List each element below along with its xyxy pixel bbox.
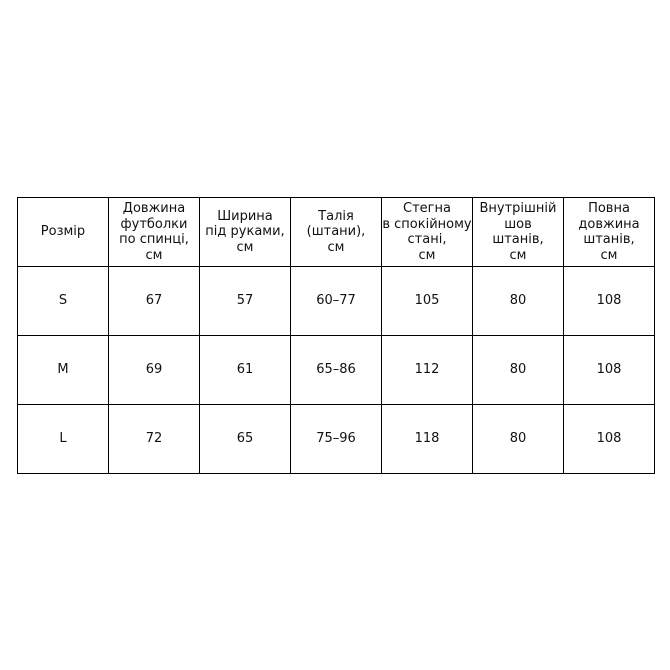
header-tshirt-back-length: Довжина футболки по спинці, см [109,198,200,267]
table-cell: 80 [473,267,564,336]
table-cell: 108 [564,336,655,405]
table-cell: 57 [200,267,291,336]
table-cell: 112 [382,336,473,405]
table-cell: 65 [200,405,291,474]
header-underarm-width: Ширина під руками, см [200,198,291,267]
header-row [18,198,655,267]
table-cell: 61 [200,336,291,405]
header-pants-waist: Талія (штани), см [291,198,382,267]
header-full-pants-length: Повна довжина штанів, см [564,198,655,267]
table-cell: M [18,336,109,405]
table-row [18,336,655,405]
table-cell: 108 [564,267,655,336]
table-cell: S [18,267,109,336]
table-cell: 75–96 [291,405,382,474]
table-cell: 118 [382,405,473,474]
table-cell: 60–77 [291,267,382,336]
header-hips: Стегна в спокійному стані, см [382,198,473,267]
table-body [18,267,655,474]
table-cell: 72 [109,405,200,474]
table-cell: 80 [473,405,564,474]
table-cell: 108 [564,405,655,474]
table-row [18,267,655,336]
table-cell: L [18,405,109,474]
table-header [18,198,655,267]
table-cell: 80 [473,336,564,405]
table-row [18,405,655,474]
table-cell: 67 [109,267,200,336]
table-cell: 105 [382,267,473,336]
table-cell: 65–86 [291,336,382,405]
table-cell: 69 [109,336,200,405]
header-size: Розмір [18,198,109,267]
header-inseam: Внутрішній шов штанів, см [473,198,564,267]
size-chart-table [17,197,655,474]
